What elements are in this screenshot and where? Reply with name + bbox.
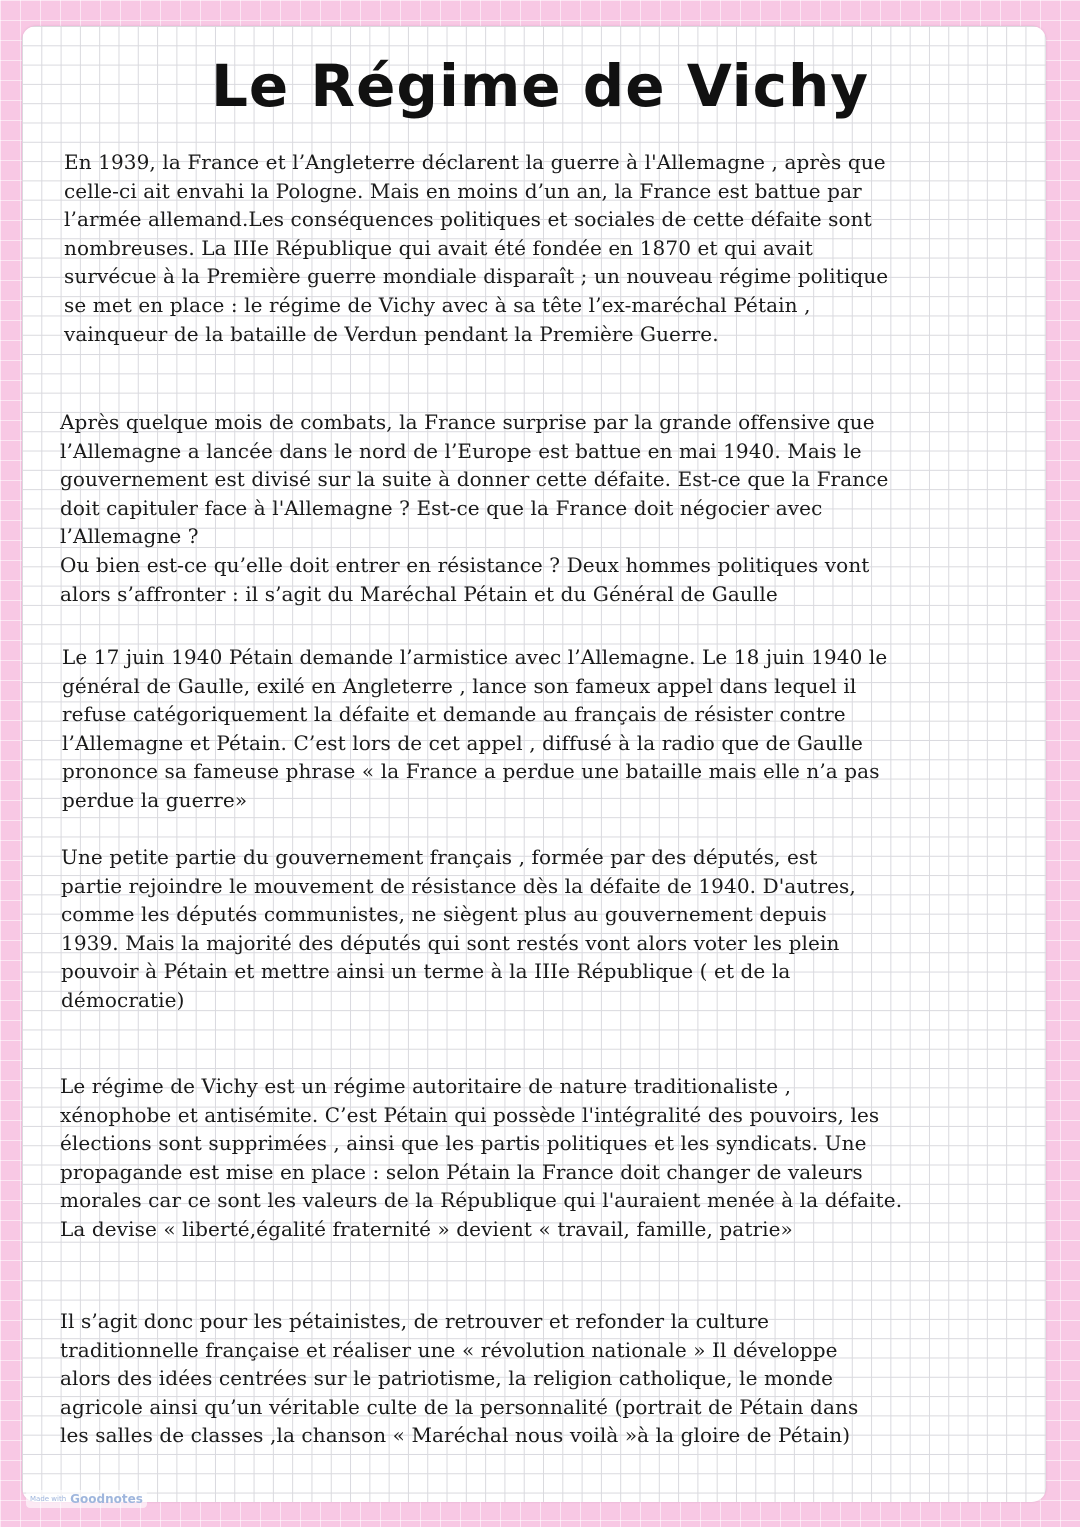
goodnotes-watermark xyxy=(26,1490,147,1508)
paragraph-national-revolution: Il s’agit donc pour les pétainistes, de retrouver et refonder la culture traditionnelle française et réaliser une « révolution nationale » Il développe alors des idées centrées sur le patriotisme, la religion catholique, le monde agricole ainsi qu’un véritable culte de la personnalité (portrait de Pétain dans les salles de classes ,la chanson « Maréchal nous voilà »à la gloire de Pétain) xyxy=(60,1309,859,1448)
watermark-brand: Goodnotes xyxy=(70,1492,143,1506)
paragraph-defeat: Après quelque mois de combats, la France surprise par la grande offensive que l’Allemagne a lancée dans le nord de l’Europe est battue en mai 1940. Mais le gouvernement est divisé sur la suite à donner cette défaite. Est-ce que la France doit capituler face à l'Allemagne ? Est-ce que la France doit négocier avec l’Allemagne ? Ou bien est-ce qu’elle doit entrer en résistance ? Deux hommes politiques vont alors s’affronter : il s’agit du Maréchal Pétain et du Général de Gaulle xyxy=(60,410,889,606)
paragraph-regime-nature: Le régime de Vichy est un régime autoritaire de nature traditionaliste , xénophobe et antisémite. C’est Pétain qui possède l'intégralité des pouvoirs, les élections sont supprimées , ainsi que les partis politiques et les syndicats. Une propagande est mise en place : selon Pétain la France doit changer de valeurs morales car ce sont les valeurs de la République qui l'auraient menée à la défaite. La devise « liberté,égalité fraternité » devient « travail, famille, patrie» xyxy=(60,1074,903,1241)
paragraph-deputies: Une petite partie du gouvernement français , formée par des députés, est partie rejoindre le mouvement de résistance dès la défaite de 1940. D'autres, comme les députés communistes, ne siègent plus au gouvernement depuis 1939. Mais la majorité des députés qui sont restés vont alors voter les plein pouvoir à Pétain et mettre ainsi un terme à la IIIe République ( et de la démocratie) xyxy=(61,845,856,1012)
paragraph-armistice: Le 17 juin 1940 Pétain demande l’armistice avec l’Allemagne. Le 18 juin 1940 le général de Gaulle, exilé en Angleterre , lance son fameux appel dans lequel il refuse catégoriquement la défaite et demande au français de résister contre l’Allemagne et Pétain. C’est lors de cet appel , diffusé à la radio que de Gaulle prononce sa fameuse phrase « la France a perdue une bataille mais elle n’a pas perdue la guerre» xyxy=(62,645,888,812)
page-title: Le Régime de Vichy xyxy=(210,52,870,120)
paragraph-intro: En 1939, la France et l’Angleterre déclarent la guerre à l'Allemagne , après que celle-ci ait envahi la Pologne. Mais en moins d’un an, la France est battue par l’armée allemand.Les conséquences politiques et sociales de cette défaite sont nombreuses. La IIIe République qui avait été fondée en 1870 et qui avait survécue à la Première guerre mondiale disparaît ; un nouveau régime politique se met en place : le régime de Vichy avec à sa tête l’ex-maréchal Pétain , vainqueur de la bataille de Verdun pendant la Première Guerre. xyxy=(64,150,889,346)
watermark-prefix: Made with xyxy=(30,1495,67,1503)
